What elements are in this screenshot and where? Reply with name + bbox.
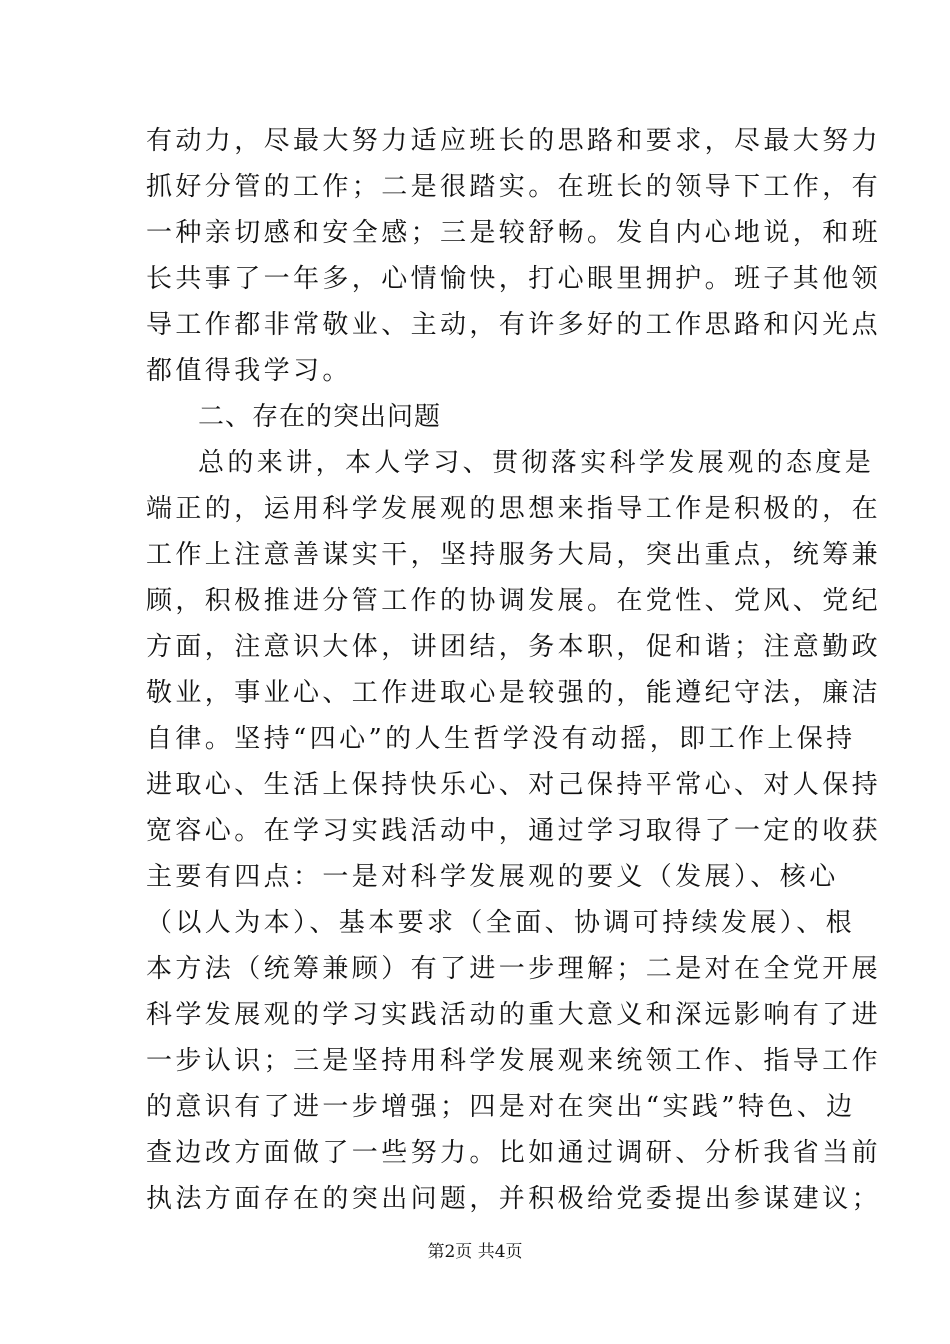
body-text-line: 宽容心。在学习实践活动中，通过学习取得了一定的收获 (146, 816, 882, 846)
body-text-line: 查边改方面做了一些努力。比如通过调研、分析我省当前 (146, 1138, 882, 1168)
page-number-footer: 第2页 共4页 (427, 1242, 523, 1262)
body-text-line: 有动力，尽最大努力适应班长的思路和要求，尽最大努力 (146, 126, 882, 156)
body-text-line: 本方法（统筹兼顾）有了进一步理解；二是对在全党开展 (146, 954, 882, 984)
body-text-line: 工作上注意善谋实干，坚持服务大局，突出重点，统筹兼 (146, 540, 882, 570)
body-text-line: 总的来讲，本人学习、贯彻落实科学发展观的态度是 (198, 448, 875, 478)
body-text-line: 方面，注意识大体，讲团结，务本职，促和谐；注意勤政 (146, 632, 882, 662)
body-text-line: 顾，积极推进分管工作的协调发展。在党性、党风、党纪 (146, 586, 882, 616)
body-text-line: 执法方面存在的突出问题，并积极给党委提出参谋建议； (146, 1184, 882, 1214)
body-text-line: 主要有四点：一是对科学发展观的要义（发展）、核心 (146, 862, 839, 892)
body-text-line: 的意识有了进一步增强；四是对在突出“实践”特色、边 (146, 1092, 856, 1122)
body-text-line: 一种亲切感和安全感；三是较舒畅。发自内心地说，和班 (146, 218, 882, 248)
body-text-line: 敬业，事业心、工作进取心是较强的，能遵纪守法，廉洁 (146, 678, 882, 708)
body-text-line: 长共事了一年多，心情愉快，打心眼里拥护。班子其他领 (146, 264, 882, 294)
body-text-line: 一步认识；三是坚持用科学发展观来统领工作、指导工作 (146, 1046, 882, 1076)
section-heading: 二、存在的突出问题 (198, 402, 442, 432)
body-text-line: 科学发展观的学习实践活动的重大意义和深远影响有了进 (146, 1000, 882, 1030)
body-text-line: 端正的，运用科学发展观的思想来指导工作是积极的，在 (146, 494, 882, 524)
body-text-line: 抓好分管的工作；二是很踏实。在班长的领导下工作，有 (146, 172, 882, 202)
body-text-line: 进取心、生活上保持快乐心、对己保持平常心、对人保持 (146, 770, 882, 800)
body-text-line: （以人为本）、基本要求（全面、协调可持续发展）、根 (146, 908, 856, 938)
body-text-line: 自律。坚持“四心”的人生哲学没有动摇，即工作上保持 (146, 724, 856, 754)
body-text-line: 都值得我学习。 (146, 356, 352, 386)
body-text-line: 导工作都非常敬业、主动，有许多好的工作思路和闪光点 (146, 310, 882, 340)
